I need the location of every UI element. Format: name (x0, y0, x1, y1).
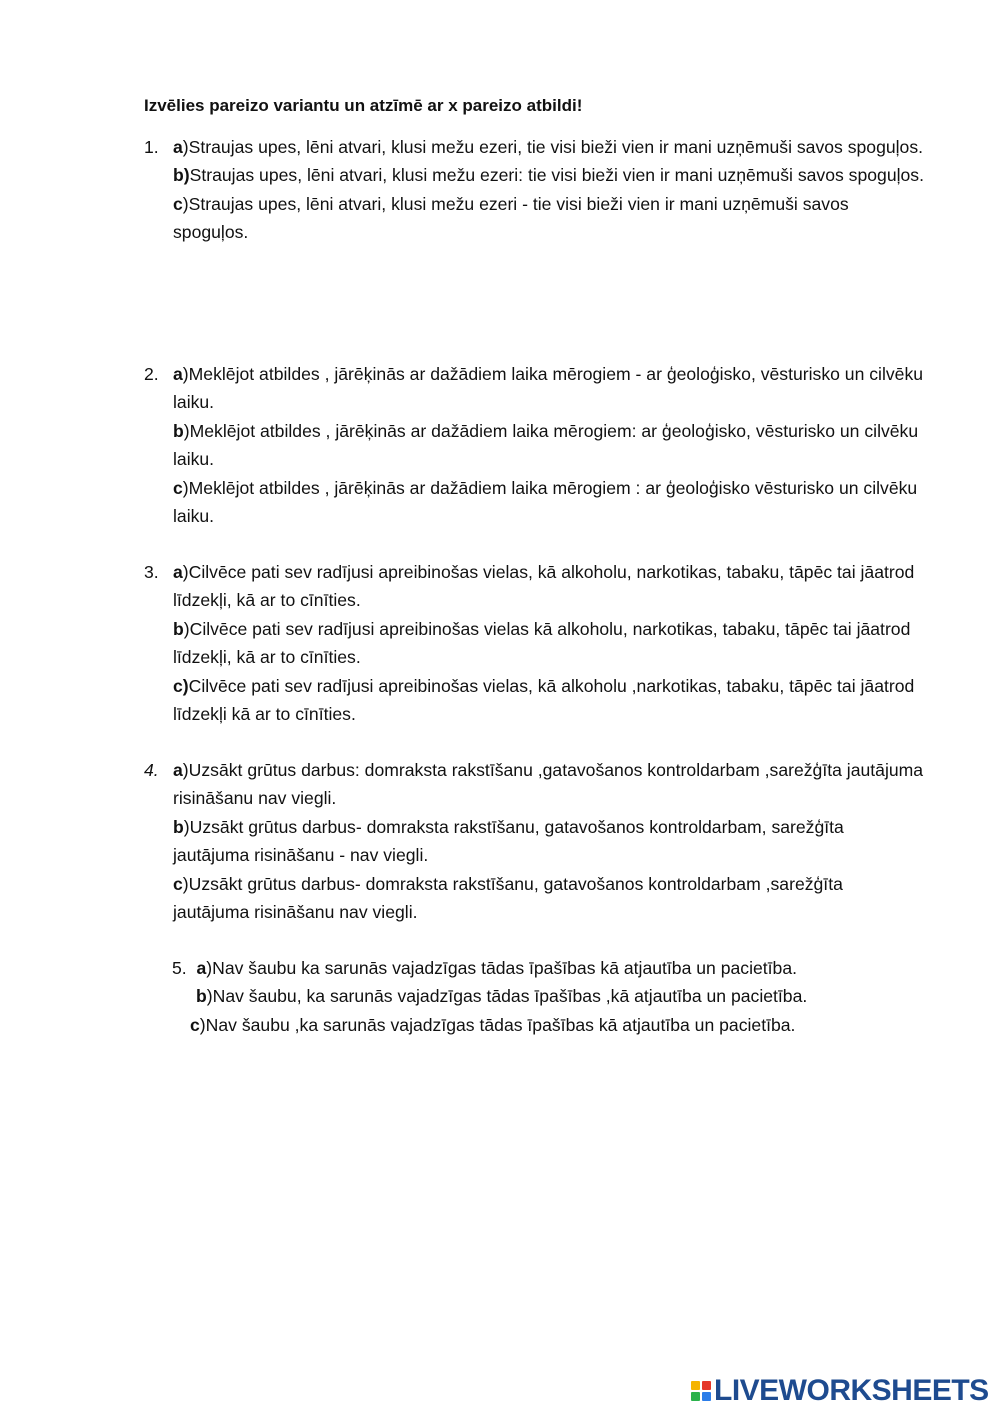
question-number: 2. (144, 364, 159, 384)
liveworksheets-logo (691, 1374, 989, 1408)
question-number: 3. (144, 562, 159, 582)
question-number: 5. (172, 958, 187, 978)
instructions-heading: Izvēlies pareizo variantu un atzīmē ar x pareizo atbildi! (144, 96, 583, 115)
option-c[interactable]: c)Cilvēce pati sev radījusi apreibinošas vielas, kā alkoholu ,narkotikas, tabaku, tāpēc tai jāatrod līdzekļi kā ar to cīnīties. (173, 675, 915, 725)
question-1 (144, 133, 924, 247)
question-5 (172, 954, 807, 1039)
option-b[interactable]: b)Uzsākt grūtus darbus- domraksta rakstīšanu, gatavošanos kontroldarbam, sarežģīta jautājuma risināšanu - nav viegli. (173, 816, 844, 866)
question-4 (144, 756, 924, 926)
option-a[interactable]: a)Meklējot atbildes , jārēķinās ar dažādiem laika mērogiem - ar ģeoloģisko, vēsturisko un cilvēku laiku. (173, 364, 924, 413)
option-a[interactable]: 5. a)Nav šaubu ka sarunās vajadzīgas tādas īpašības kā atjautība un pacietība. (172, 958, 798, 978)
option-b[interactable]: b)Cilvēce pati sev radījusi apreibinošas vielas kā alkoholu, narkotikas, tabaku, tāpēc tai jāatrod līdzekļi, kā ar to cīnīties. (173, 618, 911, 668)
option-c[interactable]: c)Nav šaubu ,ka sarunās vajadzīgas tādas īpašības kā atjautība un pacietība. (190, 1014, 796, 1035)
option-b[interactable]: b)Straujas upes, lēni atvari, klusi mežu ezeri: tie visi bieži vien ir mani uzņēmuši savos spoguļos. (173, 165, 924, 186)
question-3 (144, 558, 924, 728)
liveworksheets-logo-icon (691, 1381, 711, 1401)
option-a[interactable]: a)Straujas upes, lēni atvari, klusi mežu ezeri, tie visi bieži vien ir mani uzņēmuši savos spoguļos. (173, 137, 924, 157)
option-c[interactable]: c)Meklējot atbildes , jārēķinās ar dažādiem laika mērogiem : ar ģeoloģisko vēsturisko un cilvēku laiku. (173, 477, 918, 527)
question-2 (144, 360, 924, 530)
option-b[interactable]: b)Nav šaubu, ka sarunās vajadzīgas tādas īpašības ,kā atjautība un pacietība. (196, 986, 808, 1007)
option-c[interactable]: c)Uzsākt grūtus darbus- domraksta rakstīšanu, gatavošanos kontroldarbam ,sarežģīta jautājuma risināšanu nav viegli. (173, 873, 843, 923)
option-c[interactable]: c)Straujas upes, lēni atvari, klusi mežu ezeri - tie visi bieži vien ir mani uzņēmuši savos spoguļos. (173, 193, 849, 243)
brand-name: LIVEWORKSHEETS (714, 1374, 989, 1407)
option-a[interactable]: a)Uzsākt grūtus darbus: domraksta rakstīšanu ,gatavošanos kontroldarbam ,sarežģīta jautājuma risināšanu nav viegli. (173, 760, 924, 809)
option-b[interactable]: b)Meklējot atbildes , jārēķinās ar dažādiem laika mērogiem: ar ģeoloģisko, vēsturisko un cilvēku laiku. (173, 420, 919, 470)
question-number: 4. (144, 760, 159, 780)
question-number: 1. (144, 137, 159, 157)
option-a[interactable]: a)Cilvēce pati sev radījusi apreibinošas vielas, kā alkoholu, narkotikas, tabaku, tāpēc tai jāatrod līdzekļi, kā ar to cīnīties. (173, 562, 915, 611)
